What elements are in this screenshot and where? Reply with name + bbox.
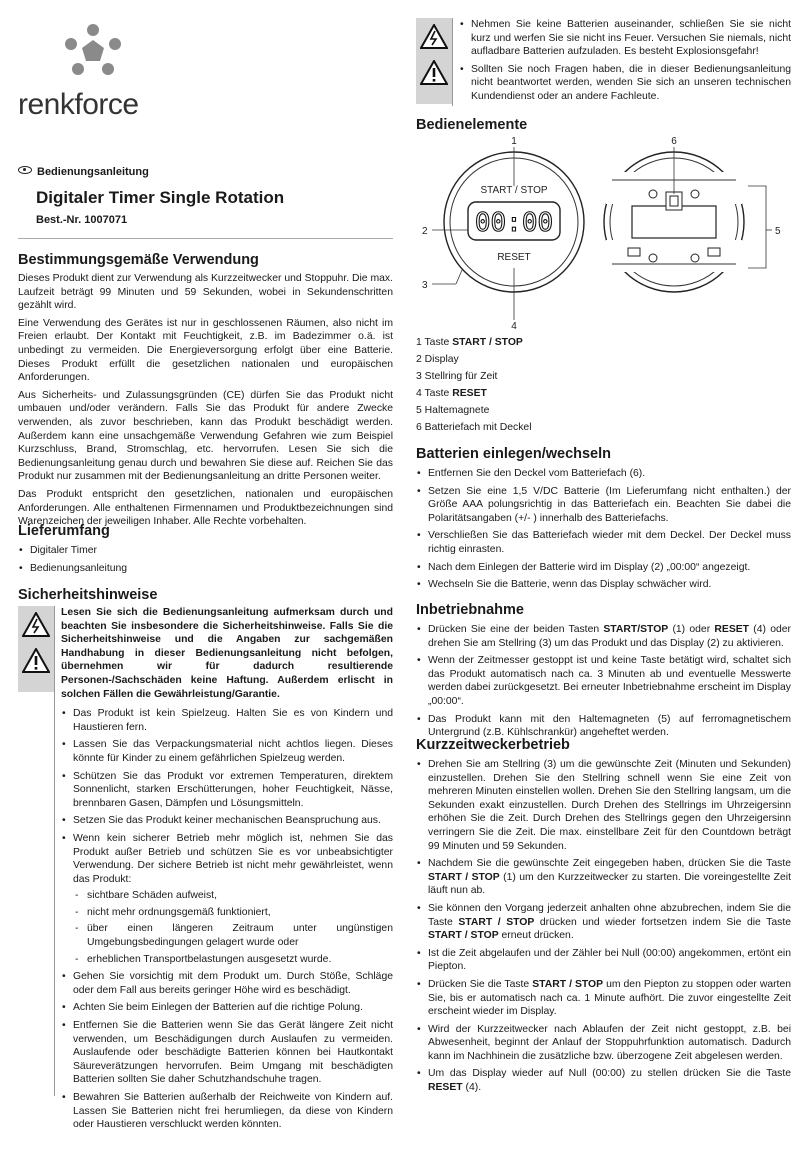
callout-3: 3: [422, 280, 428, 291]
warning-icon-panel: [18, 606, 54, 692]
sub-list-item: - über einen längeren Zeitraum unter ungünstigen Umgebungsbedingungen gelagert wurde oder: [73, 922, 393, 949]
startup-heading: Inbetriebnahme: [416, 602, 524, 618]
list-item: • Sie können den Vorgang jederzeit anhalten ohne abzubrechen, indem Sie die Taste START / STOP drücken und wieder fortsetzen indem Sie die Taste START / STOP erneut drücken.: [416, 902, 791, 943]
warning-icon-panel: [416, 18, 452, 104]
paragraph: Das Produkt entspricht den gesetzlichen, nationalen und europäischen Anforderungen. Alle enthaltenen Firmennamen und Produktbezeichnungen sind Warenzeichen der jeweiligen Inhaber. Alle Rechte vorbehalten.: [18, 488, 393, 528]
callout-6: 6: [671, 136, 677, 147]
sub-list-item: - erheblichen Transportbelastungen ausgesetzt wurde.: [73, 953, 393, 967]
sub-list: [73, 889, 393, 966]
list-item: • Verschließen Sie das Batteriefach wieder mit dem Deckel. Der Deckel muss richtig einrasten.: [416, 529, 791, 556]
list-item: • Setzen Sie das Produkt keiner mechanischen Beanspruchung aus.: [61, 814, 393, 828]
controls-heading: Bedienelemente: [416, 117, 528, 133]
paragraph: Eine Verwendung des Gerätes ist nur in geschlossenen Räumen, also nicht im Freien erlaubt. Der Kontakt mit Feuchtigkeit, z.B. im Badezimmer o.ä. ist unbedingt zu vermeiden. Die Energieversorgung erfolgt über eine Batterie. Dieses Produkt erfüllt die gesetzlichen nationalen und europäischen Anforderungen.: [18, 317, 393, 384]
list-item: • Entfernen Sie den Deckel vom Batteriefach (6).: [416, 467, 791, 481]
list-item: • Bewahren Sie Batterien außerhalb der Reichweite von Kindern auf. Lassen Sie Batterien nicht frei herumliegen, da diese von Kindern oder Haustieren verschluckt werden könnten.: [61, 1091, 393, 1132]
list-item: • Das Produkt kann mit den Haltemagneten (5) auf ferromagnetischem Untergrund (z.B. Kühlschrankür) angeheftet werden.: [416, 713, 791, 740]
timer-heading: Kurzzeitweckerbetrieb: [416, 737, 570, 753]
eye-icon: [18, 166, 32, 174]
paragraph: Aus Sicherheits- und Zulassungsgründen (CE) dürfen Sie das Produkt nicht umbauen und/oder verändern. Falls Sie das Produkt für andere Zwecke verwenden, als zuvor beschrieben, kann das Produkt beschädigt werden. Außerdem kann eine unsachgemäße Verwendung Gefahren wie zum Beispiel Kurzschluss, Brand, Stromschlag, etc. hervorrufen. Lesen Sie sich die Bedienungsanleitung genau durch und bewahren Sie diese auf. Reichen Sie das Produkt nur zusammen mit der Bedienungsanleitung an dritte Personen weiter.: [18, 389, 393, 483]
part-item: 6 Batteriefach mit Deckel: [416, 422, 532, 433]
title-rule: [18, 238, 393, 239]
list-item: • Wechseln Sie die Batterie, wenn das Display schwächer wird.: [416, 578, 791, 592]
safety-body: [54, 606, 393, 1131]
list-item: • Gehen Sie vorsichtig mit dem Produkt um. Durch Stöße, Schläge oder dem Fall aus bereits geringer Höhe wird es beschädigt.: [61, 970, 393, 997]
electric-hazard-icon: [420, 24, 448, 49]
part-item: 4 Taste RESET: [416, 388, 487, 399]
part-item: 2 Display: [416, 354, 459, 365]
sub-list-item: - sichtbare Schäden aufweist,: [73, 889, 393, 903]
list-item: • Achten Sie beim Einlegen der Batterien auf die richtige Polung.: [61, 1001, 393, 1015]
doc-title: Digitaler Timer Single Rotation: [36, 188, 285, 207]
list-item: • Um das Display wieder auf Null (00:00) zu stellen drücken Sie die Taste RESET (4).: [416, 1067, 791, 1094]
list-item: • Nach dem Einlegen der Batterie wird im Display (2) „00:00“ angezeigt.: [416, 561, 791, 575]
start-stop-label: START / STOP: [480, 185, 548, 196]
brand-name: renkforce: [18, 88, 139, 121]
intended-use-heading: Bestimmungsgemäße Verwendung: [18, 252, 259, 268]
exclamation-warning-icon: [420, 60, 448, 85]
part-item: 1 Taste START / STOP: [416, 337, 523, 348]
sub-list-item: - nicht mehr ordnungsgemäß funktioniert,: [73, 906, 393, 920]
list-item: • Sollten Sie noch Fragen haben, die in dieser Bedienungsanleitung nicht beantwortet werden, wenden Sie sich an unseren technischen Kundendienst oder an andere Fachleute.: [459, 63, 791, 104]
list-item: • Drücken Sie die Taste START / STOP um den Piepton zu stoppen oder warten Sie, bis er automatisch nach ca. 1 Minute aufhört. Die zuvor eingestellte Zeit erscheint wieder im Display.: [416, 978, 791, 1019]
callout-2: 2: [422, 226, 428, 237]
list-item: • Bedienungsanleitung: [18, 562, 393, 576]
battery-list: [416, 467, 791, 596]
list-item: • Drehen Sie am Stellring (3) um die gewünschte Zeit (Minuten und Sekunden) einzustellen. Drehen Sie den Stellring schnell wenn Sie eine Zeit von mehreren Minuten einstellen wollen. Drehen Sie den Stellring langsam, um die Sekunden exakt einzustellen. Durch Drehen des Stellrings im Uhrzeigersinn erhöhen Sie die Zeit. Durch Drehen des Stellrings gegen den Uhrzeigersinn verringern Sie die Zeit. Die max. einstellbare Zeit für den Countdown beträgt 99 Minuten und 59 Sekunden.: [416, 758, 791, 853]
timer-list: [416, 758, 791, 1099]
list-item: • Wenn der Zeitmesser gestoppt ist und keine Taste betätigt wird, schaltet sich das Produkt automatisch nach ca. 3 Minuten ab und eventuelle Messwerte werden dabei zurückgesetzt. Bei erneuter Inbetriebnahme erscheint im Display „00:00“.: [416, 654, 791, 708]
renkforce-logo-icon: [58, 22, 128, 82]
list-item: • Setzen Sie eine 1,5 V/DC Batterie (Im Lieferumfang nicht enthalten.) der Größe AAA polungsrichtig in das Batteriefach ein. Beachten Sie dabei die Polaritätsangaben (+/- ) innerhalb des Batteriefachs.: [416, 485, 791, 526]
battery-heading: Batterien einlegen/wechseln: [416, 446, 612, 462]
scope-list: [18, 544, 393, 579]
list-item: • Digitaler Timer: [18, 544, 393, 558]
part-item: 5 Haltemagnete: [416, 405, 490, 416]
exclamation-warning-icon: [22, 648, 50, 673]
callout-1: 1: [511, 136, 517, 147]
paragraph: Dieses Produkt dient zur Verwendung als Kurzzeitwecker und Stoppuhr. Die max. Laufzeit beträgt 99 Minuten und 59 Sekunden, wobei in Sekundenschritten gezählt wird.: [18, 273, 393, 312]
safety-intro: Lesen Sie sich die Bedienungsanleitung aufmerksam durch und beachten Sie insbesondere die Sicherheitshinweise. Falls Sie die Sicherheitshinweise und die Angaben zur sachgemäßen Handhabung in dieser Bedienungsanleitung nicht befolgen, übernehmen wir für dadurch resultierende Personen-/Sachschäden keine Haftung. Außerdem erlischt in solchen Fällen die Gewährleistung/Garantie.: [61, 607, 393, 700]
electric-hazard-icon: [22, 612, 50, 637]
intended-use-body: [18, 272, 393, 533]
list-item: • Nachdem Sie die gewünschte Zeit eingegeben haben, drücken Sie die Taste START / STOP (1) um den Kurzzeitwecker zu starten. Die voreingestellte Zeit läuft nun ab.: [416, 857, 791, 898]
reset-label: RESET: [497, 252, 531, 263]
scope-heading: Lieferumfang: [18, 523, 110, 539]
list-item: • Das Produkt ist kein Spielzeug. Halten Sie es von Kindern und Haustieren fern.: [61, 707, 393, 734]
safety-heading: Sicherheitshinweise: [18, 587, 158, 603]
list-item: • Nehmen Sie keine Batterien auseinander, schließen Sie sie nicht kurz und werfen Sie sie nicht ins Feuer. Versuchen Sie niemals, nicht aufladbare Batterien aufzuladen. Es besteht Explosionsgefahr!: [459, 18, 791, 59]
doc-type-label: Bedienungsanleitung: [18, 166, 149, 178]
list-item: • Drücken Sie eine der beiden Tasten START/STOP (1) oder RESET (4) oder drehen Sie am Stellring (3) um das Produkt und das Display (2) zu aktivieren.: [416, 623, 791, 650]
callout-4: 4: [511, 321, 517, 330]
device-diagram: [416, 134, 791, 330]
startup-list: [416, 623, 791, 744]
list-item: • Wird der Kurzzeitwecker nach Ablaufen der Zeit nicht gestoppt, z.B. bei Abwesenheit, beginnt der Anlauf der Stoppuhrfunktion automatisch. Dadurch kann im Nachhinein die zusätzliche bzw. überzogene Zeit abgelesen werden.: [416, 1023, 791, 1064]
safety-continued: [452, 18, 791, 106]
list-item: • Entfernen Sie die Batterien wenn Sie das Gerät längere Zeit nicht verwenden, um Beschädigungen durch Auslaufen zu vermeiden. Auslaufende oder beschädigte Batterien können bei Hautkontakt Säureverätzungen hervorrufen. Beim Umgang mit beschädigten Batterien sollten Sie daher Schutzhandschuhe tragen.: [61, 1019, 393, 1087]
list-item: • Wenn kein sicherer Betrieb mehr möglich ist, nehmen Sie das Produkt außer Betrieb und schützen Sie es vor unbeabsichtigter Verwendung. Der sichere Betrieb ist nicht mehr gewährleistet, wenn das Produkt: - sichtbare Schäden aufweist, - nicht mehr ordnungsgemäß funktioniert, - über einen längeren Zeitraum unter ungünstigen Umgebungsbedingungen gelagert wurde oder - erheblichen Transportbelastungen ausgesetzt wurde.: [61, 832, 393, 966]
front-display-digits: 00:00: [474, 208, 554, 238]
parts-list: [416, 334, 791, 436]
list-item: • Lassen Sie das Verpackungsmaterial nicht achtlos liegen. Dieses könnte für Kinder zu einem gefährlichen Spielzeug werden.: [61, 738, 393, 765]
part-item: 3 Stellring für Zeit: [416, 371, 498, 382]
order-number: Best.-Nr. 1007071: [36, 214, 128, 226]
list-item: • Schützen Sie das Produkt vor extremen Temperaturen, direktem Sonnenlicht, starken Erschütterungen, hoher Feuchtigkeit, Nässe, brennbaren Gasen, Dämpfen und Lösungsmitteln.: [61, 770, 393, 811]
list-item: • Ist die Zeit abgelaufen und der Zähler bei Null (00:00) angekommen, ertönt ein Piepton.: [416, 947, 791, 974]
callout-5: 5: [775, 226, 781, 237]
